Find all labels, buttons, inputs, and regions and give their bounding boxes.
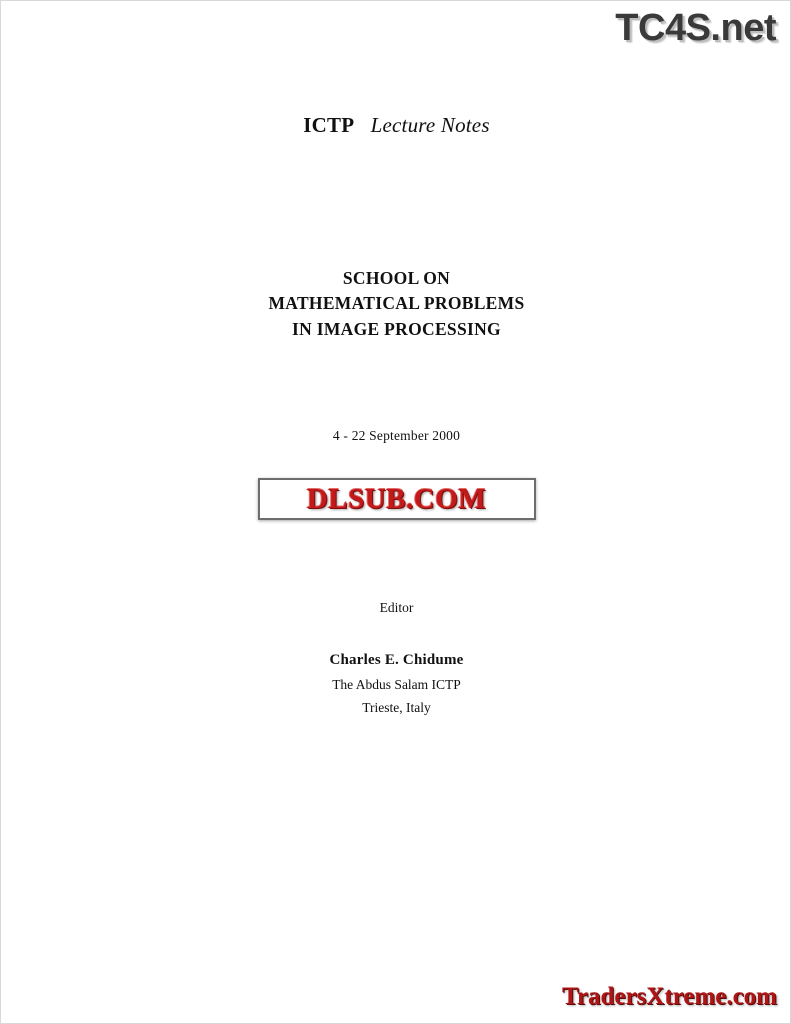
watermark-top-right: TC4S.net: [615, 7, 776, 49]
document-content: [1, 1, 791, 716]
editor-label: Editor: [379, 600, 414, 616]
series-name: ICTP: [303, 113, 355, 137]
title-line-1: SCHOOL ON: [342, 268, 451, 288]
series-subtitle: Lecture Notes: [370, 113, 490, 137]
dlsub-watermark-stamp: [258, 478, 536, 520]
stamp-label: DLSUB.COM: [306, 482, 487, 515]
title-line-3: IN IMAGE PROCESSING: [292, 318, 501, 339]
editor-affiliation: The Abdus Salam ICTP: [332, 677, 461, 693]
editor-city: Trieste, Italy: [362, 700, 431, 716]
page-title: [1, 266, 791, 342]
event-dates: 4 - 22 September 2000: [332, 428, 461, 444]
series-line: [1, 113, 791, 138]
watermark-bottom-right: TradersXtreme.com: [562, 983, 777, 1010]
title-line-2: MATHEMATICAL PROBLEMS: [268, 293, 525, 314]
editor-name: Charles E. Chidume: [329, 652, 464, 669]
